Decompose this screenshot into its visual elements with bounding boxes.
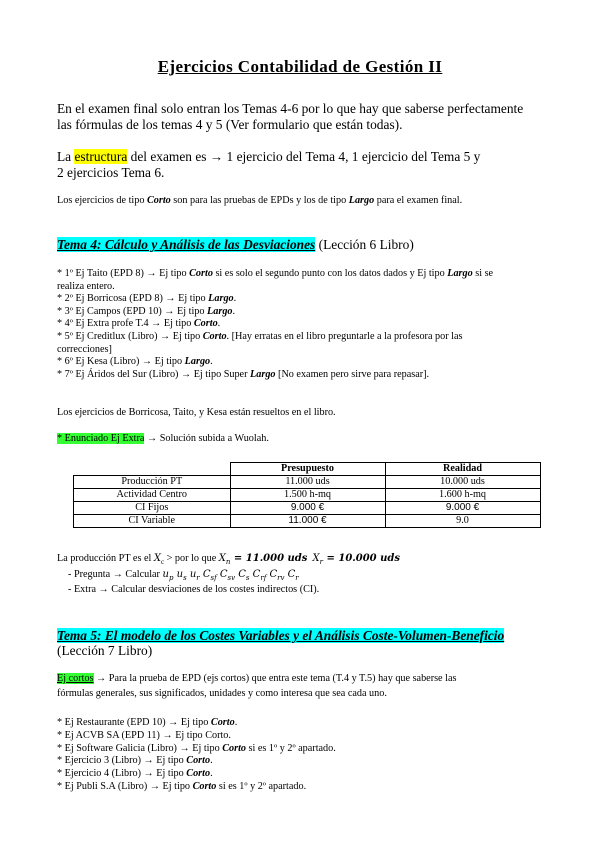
list-item-part: si es solo el segundo punto con los datos dados y Ej tipo	[212, 268, 448, 279]
list-item-part: Corto	[202, 331, 227, 342]
list-item-part: [No examen pero sirve para repasar].	[275, 368, 430, 380]
tema5-heading	[57, 628, 504, 644]
xc-symbol: X	[153, 553, 161, 564]
row-presupuesto: 9.000 €	[230, 502, 385, 515]
list-item-part: Corto	[210, 717, 235, 728]
list-item-part: Corto	[222, 742, 246, 754]
table-row	[74, 476, 541, 489]
types-text-a: Los ejercicios de tipo	[57, 195, 147, 206]
row-label: Producción PT	[74, 476, 231, 489]
list-item-part: si es 1º y 2º apartado.	[246, 742, 336, 754]
tema4-suffix: (Lección 6 Libro)	[315, 237, 414, 252]
tema4-heading	[57, 237, 414, 253]
list-item	[57, 293, 236, 306]
row-realidad: 1.600 h-mq	[385, 489, 540, 502]
list-item-part: realiza entero.	[57, 280, 115, 292]
types-largo: Largo	[348, 195, 375, 206]
produccion-mid: > por lo que	[164, 553, 219, 564]
intro-line-1: En el examen final solo entran los Temas 4-6 por lo que hay que saberse perfectamente	[57, 101, 524, 116]
xr-symbol: X	[312, 553, 320, 564]
pregunta-text: - Pregunta → Calcular	[68, 569, 163, 580]
ej-cortos-rest: → Para la prueba de EPD (ejs cortos) que entra este tema (T.4 y T.5) hay que saberse las	[93, 673, 457, 684]
list-item-part: .	[234, 717, 238, 728]
list-item-part: Largo	[207, 305, 233, 317]
types-line	[57, 195, 462, 208]
list-item-part: * 6º Ej Kesa (Libro) → Ej tipo	[57, 356, 185, 368]
pregunta-math-formula: $u_p$ $u_s$ $u_r$ $C_{sf}$ $C_{sv}$ $C_s$ $C_{rf}$ $C_{rv}$ $C_r$	[162, 569, 299, 582]
list-item	[57, 369, 429, 382]
structure-highlight: estructura	[74, 149, 128, 164]
row-realidad: 9.0	[385, 515, 540, 528]
list-item-part: Corto	[193, 318, 218, 330]
list-item	[57, 743, 336, 756]
list-item-part: * 2º Ej Borricosa (EPD 8) → Ej tipo	[57, 293, 209, 305]
xr-value: = 10.000 uds	[323, 553, 401, 564]
xr-sub: r	[319, 558, 324, 567]
table-row	[74, 502, 541, 515]
row-label: CI Fijos	[74, 502, 231, 515]
xc-sub: c	[160, 558, 165, 567]
ej-cortos-line-2: fórmulas generales, sus significados, unidades y como interesa que sea cada uno.	[57, 688, 387, 699]
list-item-part: * 5º Ej Creditlux (Libro) → Ej tipo	[57, 331, 203, 342]
list-item	[57, 768, 213, 781]
list-item-part: correcciones]	[57, 343, 112, 355]
budget-table	[73, 462, 541, 528]
structure-prefix: La	[57, 149, 75, 164]
list-item	[57, 268, 493, 281]
list-item-part: * Ejercicio 3 (Libro) → Ej tipo	[57, 755, 187, 767]
list-item-part: si se	[472, 268, 494, 279]
extra-calc-line: - Extra → Calcular desviaciones de los costes indirectos (CI).	[68, 584, 320, 595]
produccion-line	[57, 553, 400, 569]
row-realidad: 10.000 uds	[385, 476, 540, 489]
list-item-part: Corto	[192, 781, 217, 792]
list-item-part: * Ej ACVB SA (EPD 11) → Ej tipo Corto.	[57, 729, 231, 741]
list-item-part: .	[210, 755, 213, 767]
list-item	[57, 306, 235, 319]
list-item	[57, 331, 462, 344]
table-row	[74, 489, 541, 502]
list-item-part: * 1º Ej Taito (EPD 8) → Ej tipo	[57, 268, 190, 279]
row-presupuesto: 11.000 €	[230, 515, 385, 528]
types-text-c: para el examen final.	[374, 195, 463, 206]
list-item-part: Corto	[186, 768, 211, 780]
ej-cortos-line-1	[57, 673, 456, 686]
structure-rest: del examen es → 1 ejercicio del Tema 4, 1 ejercicio del Tema 5 y	[127, 149, 481, 164]
list-item	[57, 781, 306, 794]
list-item-part: Largo	[447, 268, 473, 279]
list-item-part: * 7º Ej Áridos del Sur (Libro) → Ej tipo Super	[57, 368, 251, 380]
row-presupuesto: 11.000 uds	[230, 476, 385, 489]
list-item-part: * Ej Publi S.A (Libro) → Ej tipo	[57, 781, 193, 792]
list-item-part: . [Hay erratas en el libro preguntarle a la profesora por las	[226, 331, 463, 342]
list-item-part: .	[232, 305, 236, 317]
ej-cortos-highlight: Ej cortos	[57, 673, 94, 684]
list-item	[57, 755, 213, 768]
table-header-row	[74, 463, 541, 476]
tema5-suffix: (Lección 7 Libro)	[57, 643, 153, 658]
list-item-part: .	[210, 768, 213, 780]
intro-line-2: las fórmulas de los temas 4 y 5 (Ver formulario que están todas).	[57, 117, 403, 132]
list-item-part: Largo	[184, 356, 211, 368]
xn-sub: n	[225, 558, 231, 567]
list-item	[57, 318, 220, 331]
header-presupuesto: Presupuesto	[230, 463, 385, 476]
list-item-part: Corto	[189, 268, 213, 279]
structure-line-1	[57, 149, 480, 165]
header-realidad: Realidad	[385, 463, 540, 476]
list-item-part: Largo	[208, 293, 234, 305]
list-item-part: * 4º Ej Extra profe T.4 → Ej tipo	[57, 318, 194, 330]
row-label: Actividad Centro	[74, 489, 231, 502]
list-item-part: * 3º Ej Campos (EPD 10) → Ej tipo	[57, 305, 208, 317]
row-label: CI Variable	[74, 515, 231, 528]
list-item-part: Corto	[186, 755, 211, 767]
document-title: Ejercicios Contabilidad de Gestión II	[157, 57, 443, 76]
list-item	[57, 356, 213, 369]
xn-value: = 11.000 uds	[230, 553, 308, 564]
structure-line-2: 2 ejercicios Tema 6.	[57, 165, 165, 180]
table-row	[74, 515, 541, 528]
list-item-part: Largo	[250, 368, 276, 380]
types-corto: Corto	[146, 195, 171, 206]
list-item-part: * Ej Software Galicia (Libro) → Ej tipo	[57, 742, 223, 754]
row-realidad: 9.000 €	[385, 502, 540, 515]
extra-highlight: * Enunciado Ej Extra	[57, 433, 145, 444]
extra-line	[57, 433, 269, 446]
list-item	[57, 344, 112, 357]
row-presupuesto: 1.500 h-mq	[230, 489, 385, 502]
list-item	[57, 281, 115, 294]
table-corner	[74, 463, 231, 476]
list-item-part: si es 1º y 2º apartado.	[216, 781, 307, 792]
list-item-part: * Ej Restaurante (EPD 10) → Ej tipo	[57, 717, 211, 728]
list-item-part: .	[217, 318, 221, 330]
list-item-part: .	[233, 293, 237, 305]
tema4-resueltos: Los ejercicios de Borricosa, Taito, y Kesa están resueltos en el libro.	[57, 407, 336, 418]
tema4-label: Tema 4: Cálculo y Análisis de las Desviaciones	[57, 237, 316, 252]
list-item	[57, 717, 237, 730]
extra-rest: → Solución subida a Wuolah.	[144, 433, 269, 444]
produccion-prefix: La producción PT es el	[57, 553, 154, 564]
list-item	[57, 730, 231, 743]
types-text-b: son para las pruebas de EPDs y los de tipo	[170, 195, 349, 206]
list-item-part: * Ejercicio 4 (Libro) → Ej tipo	[57, 768, 187, 780]
pregunta-line	[68, 569, 299, 585]
tema5-label: Tema 5: El modelo de los Costes Variables y el Análisis Coste-Volumen-Beneficio	[57, 628, 505, 643]
list-item-part: .	[210, 356, 213, 368]
xn-symbol: X	[218, 553, 226, 564]
